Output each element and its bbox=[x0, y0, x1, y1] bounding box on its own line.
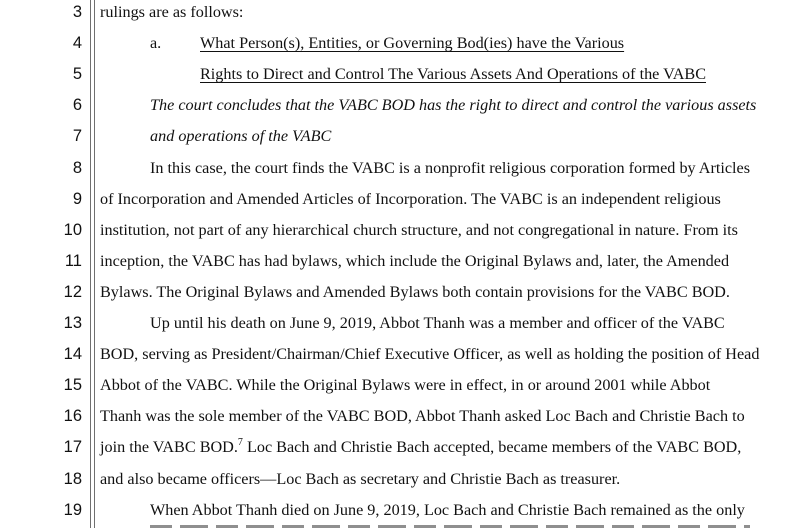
line-number: 6 bbox=[72, 96, 82, 115]
document-line bbox=[0, 63, 800, 94]
line-number: 15 bbox=[63, 376, 82, 395]
text-run: and also became officers—Loc Bach as secretary and Christie Bach as treasurer. bbox=[100, 469, 621, 488]
line-number: 12 bbox=[63, 282, 82, 301]
line-text bbox=[150, 125, 331, 147]
text-run: Bylaws. The Original Bylaws and Amended Bylaws both contain provisions for the VABC BOD. bbox=[100, 282, 730, 301]
line-text bbox=[100, 374, 710, 396]
line-number: 9 bbox=[72, 189, 82, 208]
text-run: When Abbot Thanh died on June 9, 2019, Loc Bach and Christie Bach remained as the only bbox=[150, 500, 745, 519]
text-run: Rights to Direct and Control The Various Assets And Operations of the VABC bbox=[200, 65, 706, 84]
line-text bbox=[100, 436, 741, 458]
line-text bbox=[150, 157, 750, 179]
text-run: of Incorporation and Amended Articles of Incorporation. The VABC is an independent religious bbox=[100, 189, 721, 208]
line-number: 7 bbox=[72, 127, 82, 146]
document-line bbox=[0, 32, 800, 63]
document-line bbox=[0, 281, 800, 312]
document-line bbox=[0, 343, 800, 374]
line-number: 19 bbox=[63, 500, 82, 519]
cropped-next-line bbox=[150, 519, 750, 528]
line-text bbox=[150, 32, 161, 54]
line-number: 11 bbox=[64, 251, 82, 270]
document-line bbox=[0, 468, 800, 499]
heading-text bbox=[200, 32, 624, 54]
document-line bbox=[0, 312, 800, 343]
line-number: 18 bbox=[63, 469, 82, 488]
text-run: join the VABC BOD. bbox=[100, 438, 238, 457]
line-number: 14 bbox=[63, 345, 82, 364]
line-number: 8 bbox=[72, 158, 82, 177]
text-run: a. bbox=[150, 34, 162, 53]
text-run: inception, the VABC has had bylaws, which include the Original Bylaws and, later, the Amended bbox=[100, 251, 730, 270]
line-text bbox=[150, 312, 725, 334]
text-run: The court concludes that the VABC BOD has the right to direct and control the various assets bbox=[150, 96, 757, 115]
line-number: 10 bbox=[63, 220, 82, 239]
line-text bbox=[100, 281, 730, 303]
heading-run: What Person(s), Entities, or Governing Bod(ies) have the Various bbox=[200, 34, 625, 53]
text-run: institution, not part of any hierarchical church structure, and not congregational in nature. From its bbox=[100, 220, 738, 239]
footnote-ref: 7 bbox=[237, 437, 243, 449]
text-run: Abbot of the VABC. While the Original Bylaws were in effect, in or around 2001 while Abbot bbox=[100, 376, 711, 395]
line-text bbox=[100, 188, 721, 210]
document-line bbox=[0, 436, 800, 467]
line-text bbox=[150, 94, 756, 116]
line-number: 4 bbox=[72, 34, 82, 53]
line-number: 13 bbox=[63, 314, 82, 332]
document-line bbox=[0, 1, 800, 32]
text-run: Thanh was the sole member of the VABC BOD, Abbot Thanh asked Loc Bach and Christie Bach to bbox=[100, 407, 745, 426]
line-number: 5 bbox=[72, 65, 82, 84]
line-number: 3 bbox=[72, 3, 82, 21]
line-text bbox=[100, 343, 759, 365]
document-line bbox=[0, 125, 800, 156]
line-number: 16 bbox=[63, 407, 82, 426]
line-text bbox=[200, 63, 706, 85]
document-line bbox=[0, 188, 800, 219]
line-text bbox=[100, 468, 620, 490]
text-run: Loc Bach and Christie Bach accepted, became members of the VABC BOD, bbox=[242, 438, 742, 457]
text-run: rulings are as follows: bbox=[100, 3, 244, 21]
document-line bbox=[0, 374, 800, 405]
document-line bbox=[0, 250, 800, 281]
line-number: 17 bbox=[63, 438, 82, 457]
line-text bbox=[100, 1, 243, 23]
document-line bbox=[0, 94, 800, 125]
line-text bbox=[150, 499, 745, 521]
line-text bbox=[100, 405, 745, 427]
line-text bbox=[100, 250, 729, 272]
text-run: BOD, serving as President/Chairman/Chief Executive Officer, as well as holding the position of Head bbox=[100, 345, 760, 364]
line-text bbox=[100, 219, 738, 241]
document-line bbox=[0, 219, 800, 250]
document-line bbox=[0, 405, 800, 436]
text-run: In this case, the court finds the VABC is a nonprofit religious corporation formed by Articles bbox=[150, 158, 751, 177]
text-run: Up until his death on June 9, 2019, Abbot Thanh was a member and officer of the VABC bbox=[150, 314, 725, 332]
text-run: and operations of the VABC bbox=[150, 127, 332, 146]
document-line bbox=[0, 157, 800, 188]
